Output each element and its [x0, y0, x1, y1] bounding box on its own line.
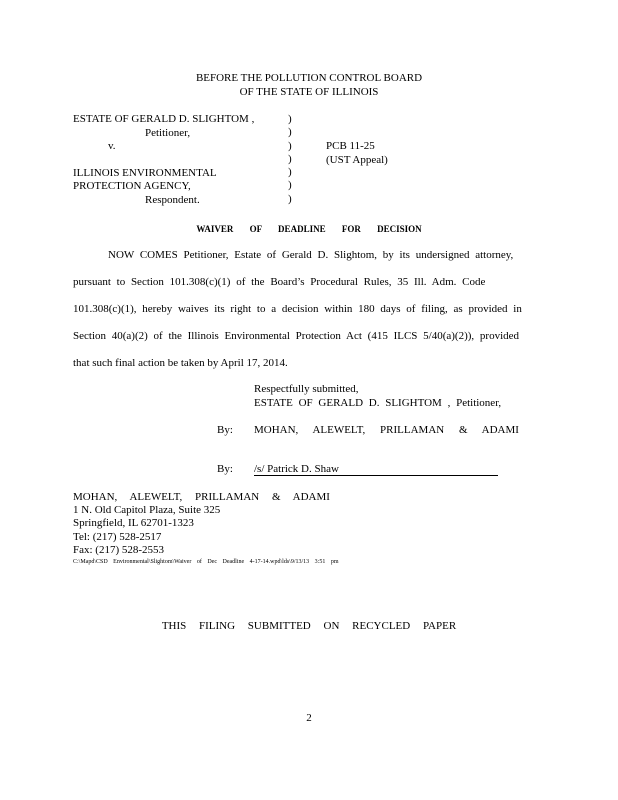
telephone: Tel: (217) 528-2517 [73, 531, 162, 543]
caption-bracket: ) [288, 179, 292, 192]
caption-bracket: ) [288, 166, 292, 179]
body-line: 101.308(c)(1), hereby waives its right to a decision within 180 days of filing, as provided in [73, 303, 522, 315]
document-title: WAIVER OF DEADLINE FOR DECISION [196, 224, 422, 234]
electronic-signature: /s/ Patrick D. Shaw [254, 463, 339, 475]
case-type: (UST Appeal) [326, 154, 388, 166]
file-path: C:\Mapd\CSD Environmental\Slightom\Waiver of Dec Deadline 4-17-14.wpd\lds\9/13/13 3:51 pm [73, 559, 339, 565]
address-street: 1 N. Old Capitol Plaza, Suite 325 [73, 504, 221, 516]
caption-bracket: ) [288, 139, 292, 152]
closing: Respectfully submitted, [254, 383, 359, 395]
petitioner-role: Petitioner, [145, 127, 191, 139]
petitioner-name: ESTATE OF GERALD D. SLIGHTOM , [73, 113, 255, 125]
caption-bracket: ) [288, 192, 292, 205]
signing-party: ESTATE OF GERALD D. SLIGHTOM , Petitioner, [254, 397, 502, 409]
case-number: PCB 11-25 [326, 140, 375, 152]
versus-label: v. [108, 140, 116, 152]
by-label: By: [217, 424, 233, 436]
body-line: pursuant to Section 101.308(c)(1) of the Board’s Procedural Rules, 35 Ill. Adm. Code [73, 276, 486, 288]
address-firm: MOHAN, ALEWELT, PRILLAMAN & ADAMI [73, 491, 330, 503]
caption-bracket-column [288, 113, 292, 206]
body-line: NOW COMES Petitioner, Estate of Gerald D. Slightom, by its undersigned attorney, [108, 249, 514, 261]
caption-bracket: ) [288, 152, 292, 165]
respondent-name-line1: ILLINOIS ENVIRONMENTAL [73, 167, 217, 179]
signing-firm: MOHAN, ALEWELT, PRILLAMAN & ADAMI [254, 424, 519, 436]
caption-bracket: ) [288, 126, 292, 139]
caption-bracket: ) [288, 113, 292, 125]
by-label: By: [217, 463, 233, 475]
fax: Fax: (217) 528-2553 [73, 544, 165, 556]
respondent-name-line2: PROTECTION AGENCY, [73, 180, 191, 192]
page-number: 2 [306, 712, 312, 724]
body-line: Section 40(a)(2) of the Illinois Environmental Protection Act (415 ILCS 5/40(a)(2)), provided [73, 330, 520, 342]
court-name: BEFORE THE POLLUTION CONTROL BOARD [195, 72, 423, 84]
address-city: Springfield, IL 62701-1323 [73, 517, 194, 529]
court-jurisdiction: OF THE STATE OF ILLINOIS [239, 86, 379, 98]
body-line: that such final action be taken by April 17, 2014. [73, 357, 288, 369]
signature-line [254, 463, 498, 476]
recycled-paper-notice: THIS FILING SUBMITTED ON RECYCLED PAPER [161, 620, 457, 632]
respondent-role: Respondent. [145, 194, 200, 206]
